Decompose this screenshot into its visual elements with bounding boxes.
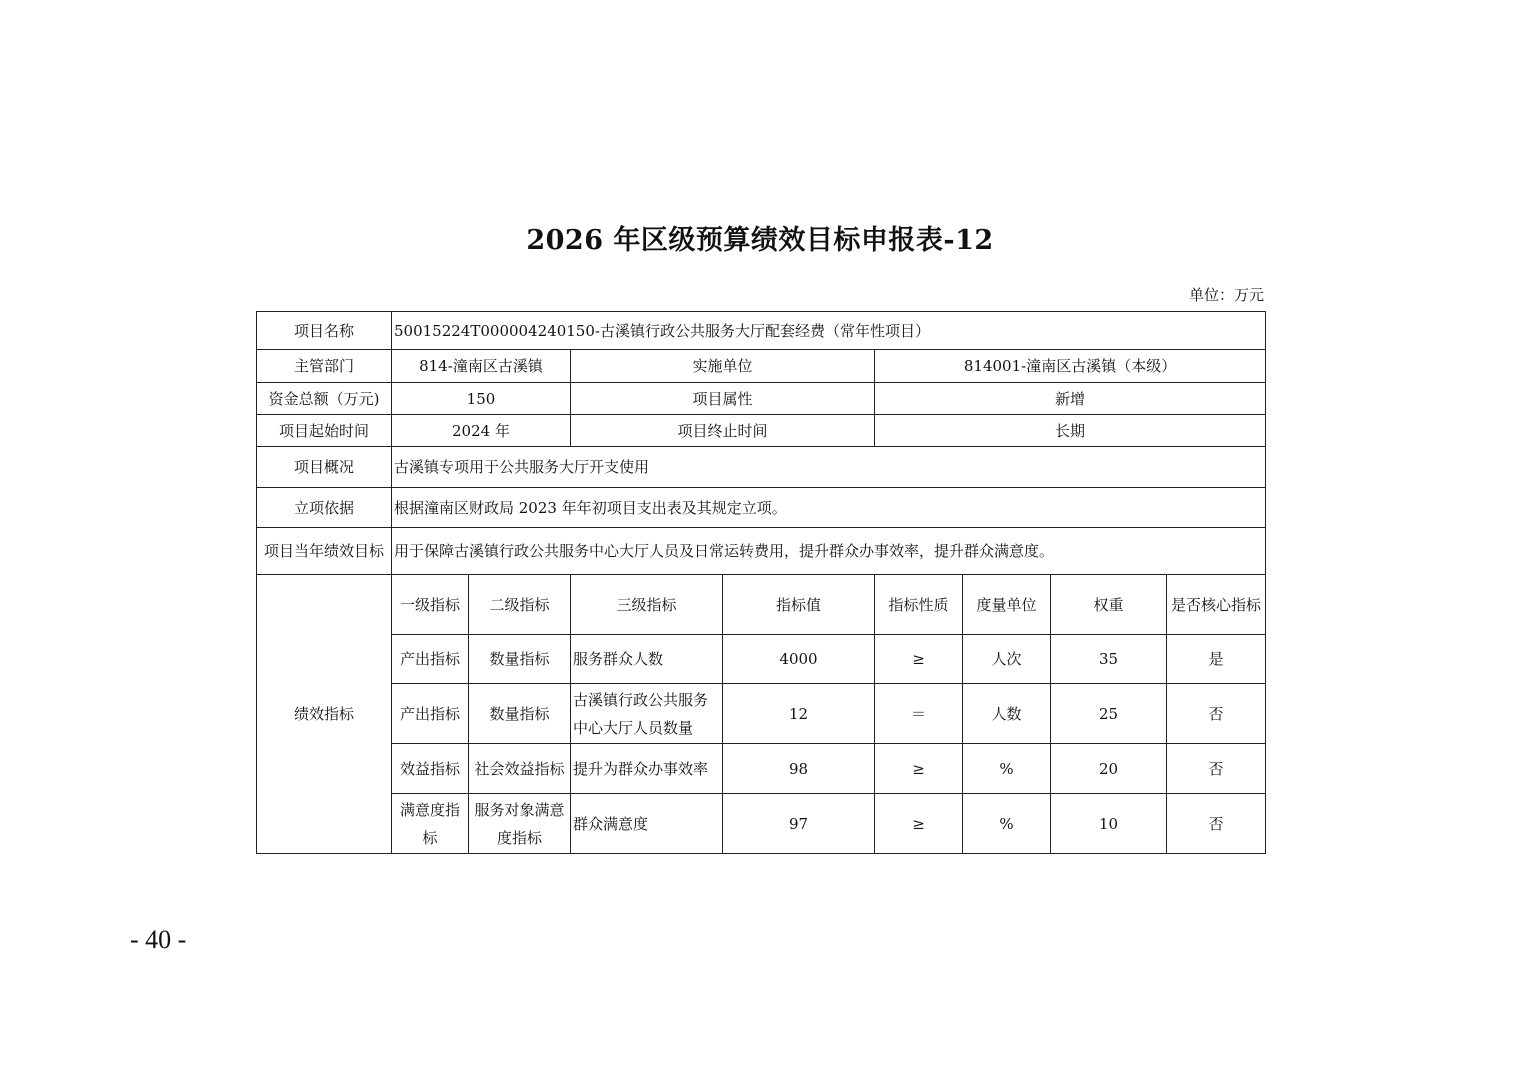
- dept-label: 主管部门: [257, 350, 392, 383]
- cell-nature: ≥: [875, 794, 963, 854]
- cell-nature: ≥: [875, 744, 963, 794]
- unit-label: 单位：万元: [1188, 286, 1264, 304]
- project-name-label: 项目名称: [257, 312, 392, 350]
- project-attr-label: 项目属性: [571, 383, 875, 415]
- cell-unit: 人次: [963, 635, 1051, 684]
- cell-level3: 古溪镇行政公共服务中心大厅人员数量: [571, 684, 723, 744]
- end-time-label: 项目终止时间: [571, 415, 875, 447]
- funds-value: 150: [392, 383, 571, 415]
- indicator-row: [257, 794, 1266, 854]
- header-level2: 二级指标: [469, 575, 571, 635]
- indicators-label: 绩效指标: [257, 575, 392, 854]
- overview-label: 项目概况: [257, 447, 392, 488]
- header-value: 指标值: [723, 575, 875, 635]
- page-title: 2026 年区级预算绩效目标申报表-12: [526, 225, 994, 256]
- cell-unit: %: [963, 794, 1051, 854]
- impl-unit-label: 实施单位: [571, 350, 875, 383]
- indicator-row: [257, 744, 1266, 794]
- cell-level2: 社会效益指标: [469, 744, 571, 794]
- cell-level1: 满意度指标: [392, 794, 469, 854]
- cell-level2: 服务对象满意度指标: [469, 794, 571, 854]
- end-time-value: 长期: [875, 415, 1266, 447]
- cell-core: 否: [1167, 744, 1266, 794]
- header-unit: 度量单位: [963, 575, 1051, 635]
- basis-label: 立项依据: [257, 488, 392, 528]
- start-time-label: 项目起始时间: [257, 415, 392, 447]
- row-overview: [257, 447, 1266, 488]
- row-basis: [257, 488, 1266, 528]
- cell-level1: 效益指标: [392, 744, 469, 794]
- cell-weight: 20: [1051, 744, 1167, 794]
- project-attr-value: 新增: [875, 383, 1266, 415]
- project-name-value: 50015224T000004240150-古溪镇行政公共服务大厅配套经费（常年性项目）: [392, 312, 1266, 350]
- cell-core: 是: [1167, 635, 1266, 684]
- header-level3: 三级指标: [571, 575, 723, 635]
- cell-level1: 产出指标: [392, 684, 469, 744]
- cell-value: 12: [723, 684, 875, 744]
- impl-unit-value: 814001-潼南区古溪镇（本级）: [875, 350, 1266, 383]
- cell-value: 4000: [723, 635, 875, 684]
- cell-level1: 产出指标: [392, 635, 469, 684]
- header-core: 是否核心指标: [1167, 575, 1266, 635]
- cell-weight: 25: [1051, 684, 1167, 744]
- cell-value: 98: [723, 744, 875, 794]
- row-dept: [257, 350, 1266, 383]
- cell-level3: 服务群众人数: [571, 635, 723, 684]
- goal-value: 用于保障古溪镇行政公共服务中心大厅人员及日常运转费用，提升群众办事效率，提升群众满意度。: [392, 528, 1266, 575]
- cell-nature: ＝: [875, 684, 963, 744]
- cell-unit: 人数: [963, 684, 1051, 744]
- dept-value: 814-潼南区古溪镇: [392, 350, 571, 383]
- row-project-name: [257, 312, 1266, 350]
- cell-level3: 提升为群众办事效率: [571, 744, 723, 794]
- cell-unit: %: [963, 744, 1051, 794]
- header-nature: 指标性质: [875, 575, 963, 635]
- cell-core: 否: [1167, 794, 1266, 854]
- budget-performance-table: [256, 311, 1266, 854]
- cell-value: 97: [723, 794, 875, 854]
- header-level1: 一级指标: [392, 575, 469, 635]
- cell-level2: 数量指标: [469, 684, 571, 744]
- header-weight: 权重: [1051, 575, 1167, 635]
- goal-label: 项目当年绩效目标: [257, 528, 392, 575]
- indicator-row: [257, 635, 1266, 684]
- cell-core: 否: [1167, 684, 1266, 744]
- row-goal: [257, 528, 1266, 575]
- cell-nature: ≥: [875, 635, 963, 684]
- overview-value: 古溪镇专项用于公共服务大厅开支使用: [392, 447, 1266, 488]
- cell-level3: 群众满意度: [571, 794, 723, 854]
- page-number: - 40 -: [130, 925, 187, 954]
- row-funds: [257, 383, 1266, 415]
- row-period: [257, 415, 1266, 447]
- indicator-header-row: [257, 575, 1266, 635]
- cell-level2: 数量指标: [469, 635, 571, 684]
- cell-weight: 10: [1051, 794, 1167, 854]
- indicator-row: [257, 684, 1266, 744]
- start-time-value: 2024 年: [392, 415, 571, 447]
- funds-label: 资金总额（万元): [257, 383, 392, 415]
- basis-value: 根据潼南区财政局 2023 年年初项目支出表及其规定立项。: [392, 488, 1266, 528]
- cell-weight: 35: [1051, 635, 1167, 684]
